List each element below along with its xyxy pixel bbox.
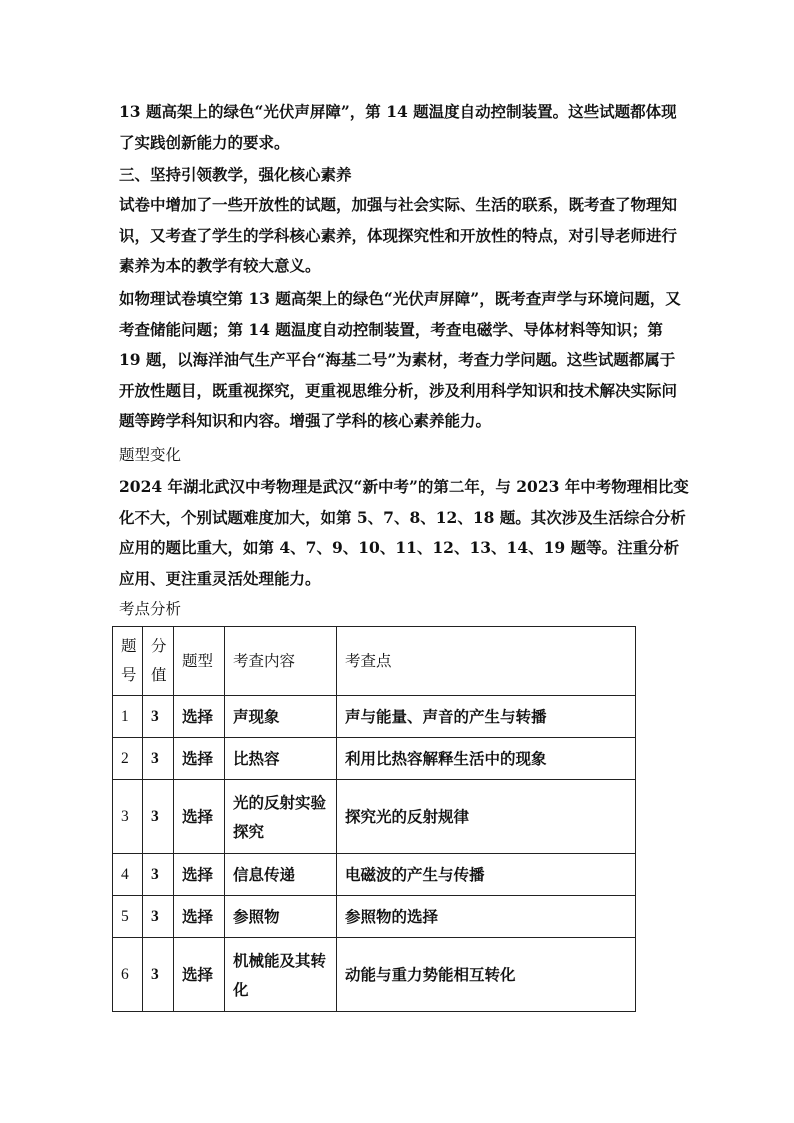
cell-point: 探究光的反射规律 [337, 780, 636, 854]
cell-point: 电磁波的产生与传播 [337, 854, 636, 896]
cell-point: 参照物的选择 [337, 896, 636, 938]
cell-content: 机械能及其转化 [225, 938, 337, 1012]
table-row [113, 696, 636, 738]
cell-no: 4 [113, 854, 143, 896]
section3-heading: 三、坚持引领教学，强化核心素养 [119, 165, 352, 184]
table-row [113, 738, 636, 780]
table-row [113, 938, 636, 1012]
cell-score: 3 [143, 780, 174, 854]
cell-type: 选择 [174, 780, 225, 854]
table-header-row [113, 627, 636, 696]
cell-score: 3 [143, 696, 174, 738]
exam-point-table [112, 626, 636, 1012]
cell-no: 3 [113, 780, 143, 854]
header-point: 考查点 [337, 627, 636, 696]
section3-paragraph-1: 试卷中增加了一些开放性的试题，加强与社会实际、生活的联系，既考查了物理知识，又考查了学生的学科核心素养，体现探究性和开放性的特点，对引导老师进行素养为本的教学有较大意义。 [119, 195, 678, 275]
header-content: 考查内容 [225, 627, 337, 696]
cell-score: 3 [143, 854, 174, 896]
analysis-heading: 考点分析 [119, 600, 182, 618]
cell-no: 6 [113, 938, 143, 1012]
cell-content: 信息传递 [225, 854, 337, 896]
cell-point: 利用比热容解释生活中的现象 [337, 738, 636, 780]
cell-score: 3 [143, 896, 174, 938]
cell-no: 5 [113, 896, 143, 938]
cell-no: 2 [113, 738, 143, 780]
cell-type: 选择 [174, 854, 225, 896]
cell-no: 1 [113, 696, 143, 738]
header-score: 分值 [143, 627, 174, 696]
cell-type: 选择 [174, 696, 225, 738]
header-question-no: 题号 [113, 627, 143, 696]
section3-paragraph-2: 如物理试卷填空第 13 题高架上的绿色“光伏声屏障”，既考查声学与环境问题，又考查储能问题；第 14 题温度自动控制装置，考查电磁学、导体材料等知识；第 19 题，以海洋油气生产平台“海基二号”为素材，考查力学问题。这些试题都属于开放性题目，既重视探究，更重视思维分析，涉及利用科学知识和技术解决实际问题等跨学科知识和内容。增强了学科的核心素养能力。 [119, 289, 681, 430]
cell-type: 选择 [174, 738, 225, 780]
cell-type: 选择 [174, 938, 225, 1012]
type-change-paragraph: 2024 年湖北武汉中考物理是武汉“新中考”的第二年，与 2023 年中考物理相比变化不大，个别试题难度加大，如第 5、7、8、12、18 题。其次涉及生活综合分析应用的题比重大，如第 4、7、9、10、11、12、13、14、19 题等。注重分析应用、更注重灵活处理能力。 [119, 477, 689, 588]
cell-content: 比热容 [225, 738, 337, 780]
table-row [113, 780, 636, 854]
cell-point: 声与能量、声音的产生与转播 [337, 696, 636, 738]
table-row [113, 896, 636, 938]
header-type: 题型 [174, 627, 225, 696]
cell-content: 声现象 [225, 696, 337, 738]
cell-content: 参照物 [225, 896, 337, 938]
cell-score: 3 [143, 738, 174, 780]
cell-content: 光的反射实验探究 [225, 780, 337, 854]
paragraph-continuation: 13 题高架上的绿色“光伏声屏障”，第 14 题温度自动控制装置。这些试题都体现了实践创新能力的要求。 [119, 102, 677, 152]
table-row [113, 854, 636, 896]
cell-point: 动能与重力势能相互转化 [337, 938, 636, 1012]
cell-score: 3 [143, 938, 174, 1012]
type-change-heading: 题型变化 [119, 446, 182, 464]
cell-type: 选择 [174, 896, 225, 938]
